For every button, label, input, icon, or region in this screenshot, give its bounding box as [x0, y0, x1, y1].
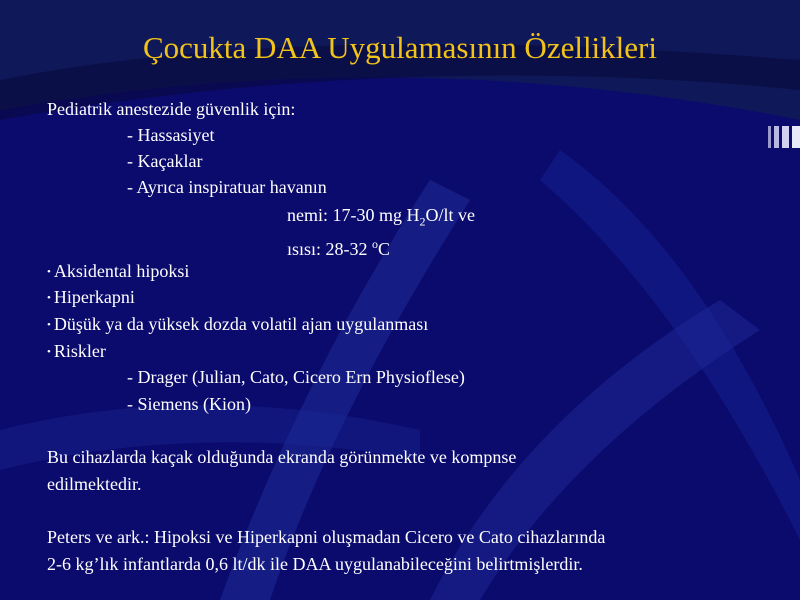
intro-text: Pediatrik anestezide güvenlik için:: [47, 99, 296, 119]
paragraph-line: Peters ve ark.: Hipoksi ve Hiperkapni oluşmadan Cicero ve Cato cihazlarında: [47, 527, 606, 547]
humidity-subscript: 2: [419, 214, 426, 229]
risk-item: - Drager (Julian, Cato, Cicero Ern Physioflese): [127, 367, 465, 387]
item-line: - Kaçaklar: [127, 151, 203, 171]
temperature-line: [287, 233, 390, 260]
paragraph-line: Bu cihazlarda kaçak olduğunda ekranda görünmekte ve kompnse: [47, 447, 517, 467]
humidity-suffix: O/lt ve: [425, 205, 475, 225]
bullet-item: • Düşük ya da yüksek dozda volatil ajan uygulanması: [47, 313, 428, 338]
humidity-prefix: nemi: 17-30 mg H: [287, 205, 420, 225]
bullet-item: • Hiperkapni: [47, 286, 135, 311]
temperature-degree: o: [372, 237, 379, 251]
risk-item: - Siemens (Kion): [127, 394, 251, 414]
temperature-suffix: C: [378, 239, 391, 259]
bullet-item: • Riskler: [47, 340, 106, 365]
bullet-item: • Aksidental hipoksi: [47, 260, 189, 285]
paragraph-line: edilmektedir.: [47, 474, 142, 494]
paragraph-line: 2-6 kg’lık infantlarda 0,6 lt/dk ile DAA uygulanabileceğini belirtmişlerdir.: [47, 554, 583, 574]
item-line: - Hassasiyet: [127, 125, 215, 145]
humidity-line: [287, 204, 475, 233]
temperature-prefix: ısısı: 28-32: [287, 239, 373, 259]
slide-title: Çocukta DAA Uygulamasının Özellikleri: [143, 30, 657, 65]
item-line: - Ayrıca inspiratuar havanın: [127, 177, 327, 197]
